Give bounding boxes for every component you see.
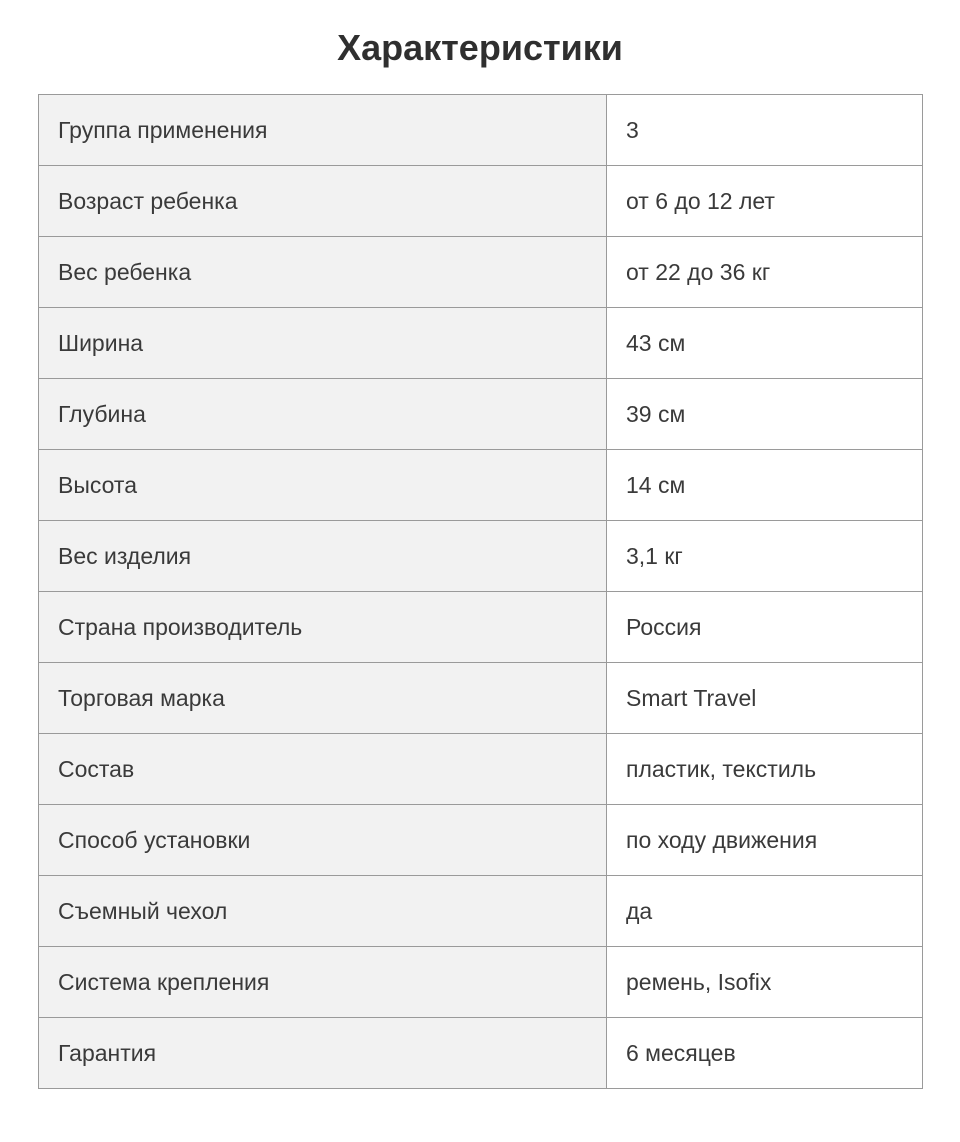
- spec-row-product-weight: [39, 521, 923, 592]
- spec-label: Ширина: [39, 308, 607, 379]
- spec-row-fastening: [39, 947, 923, 1018]
- spec-label: Торговая марка: [39, 663, 607, 734]
- spec-row-age: [39, 166, 923, 237]
- spec-label: Вес изделия: [39, 521, 607, 592]
- specs-table: [38, 94, 923, 1089]
- spec-label: Возраст ребенка: [39, 166, 607, 237]
- spec-row-installation: [39, 805, 923, 876]
- spec-label: Группа применения: [39, 95, 607, 166]
- spec-value: 43 см: [607, 308, 923, 379]
- spec-label: Способ установки: [39, 805, 607, 876]
- spec-row-depth: [39, 379, 923, 450]
- spec-value: Smart Travel: [607, 663, 923, 734]
- spec-row-country: [39, 592, 923, 663]
- spec-value: 39 см: [607, 379, 923, 450]
- spec-value: по ходу движения: [607, 805, 923, 876]
- spec-value: пластик, текстиль: [607, 734, 923, 805]
- spec-value: от 6 до 12 лет: [607, 166, 923, 237]
- spec-row-warranty: [39, 1018, 923, 1089]
- spec-value: да: [607, 876, 923, 947]
- spec-label: Глубина: [39, 379, 607, 450]
- spec-label: Состав: [39, 734, 607, 805]
- spec-row-brand: [39, 663, 923, 734]
- spec-row-width: [39, 308, 923, 379]
- spec-row-height: [39, 450, 923, 521]
- spec-label: Страна производитель: [39, 592, 607, 663]
- spec-row-group: [39, 95, 923, 166]
- spec-value: Россия: [607, 592, 923, 663]
- spec-value: 3,1 кг: [607, 521, 923, 592]
- spec-value: ремень, Isofix: [607, 947, 923, 1018]
- spec-label: Съемный чехол: [39, 876, 607, 947]
- spec-label: Гарантия: [39, 1018, 607, 1089]
- spec-label: Система крепления: [39, 947, 607, 1018]
- spec-value: 3: [607, 95, 923, 166]
- spec-value: от 22 до 36 кг: [607, 237, 923, 308]
- spec-value: 6 месяцев: [607, 1018, 923, 1089]
- spec-label: Вес ребенка: [39, 237, 607, 308]
- page-title: Характеристики: [337, 27, 623, 68]
- spec-row-material: [39, 734, 923, 805]
- spec-label: Высота: [39, 450, 607, 521]
- spec-value: 14 см: [607, 450, 923, 521]
- spec-row-child-weight: [39, 237, 923, 308]
- spec-row-removable-cover: [39, 876, 923, 947]
